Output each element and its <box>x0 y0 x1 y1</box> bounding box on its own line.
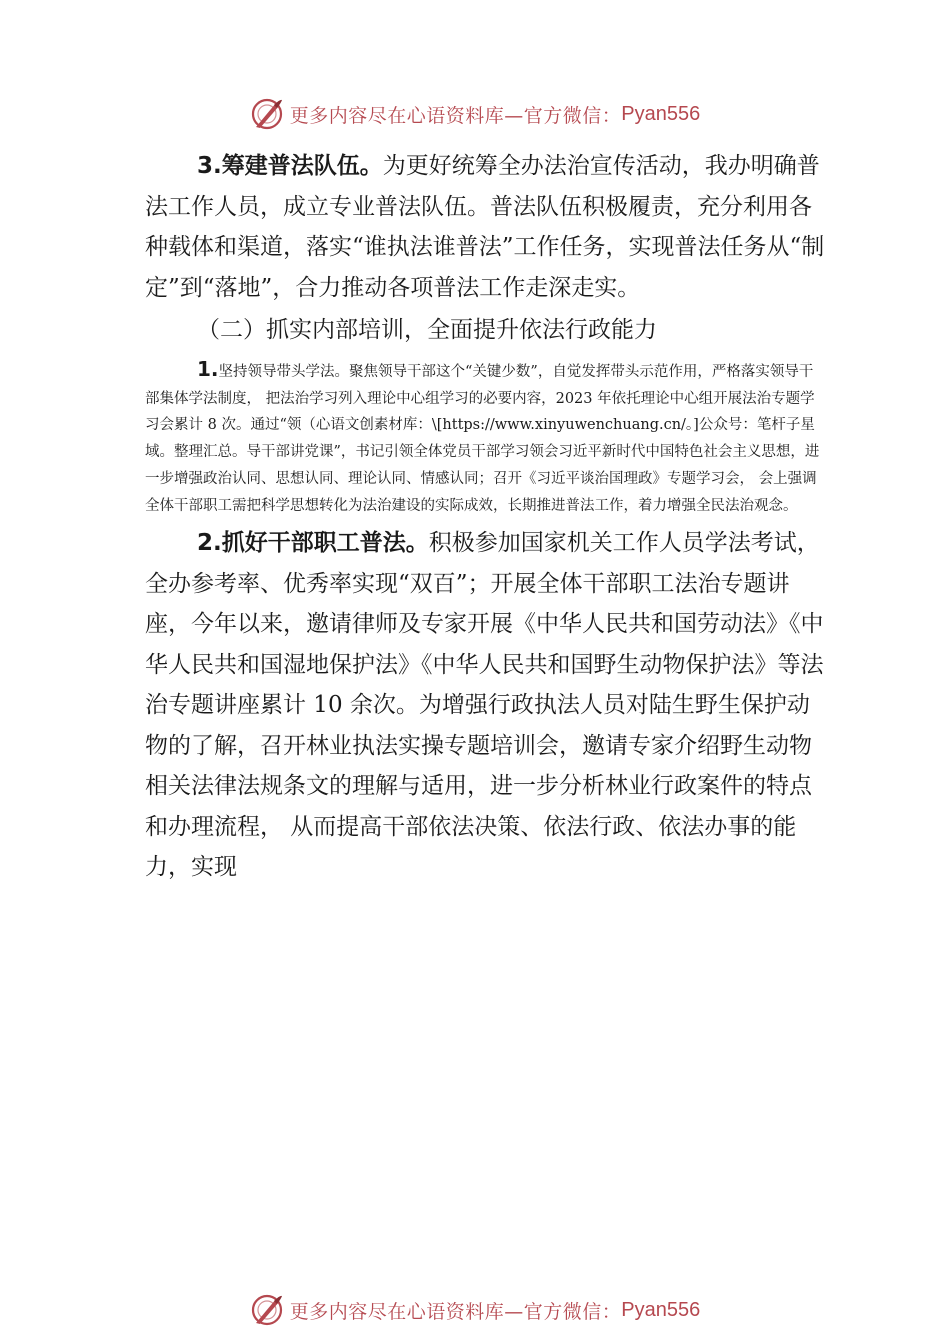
section-3-body: 为更好统筹全办法治宣传活动，我办明确普法工作人员，成立专业普法队伍。普法队伍积极履责，充分利用各种载体和渠道，落实“谁执法谁普法”工作任务，实现普法任务从“制定”到“落地”，合力推动各项普法工作走深走实。 <box>145 153 825 301</box>
item-2-body: 积极参加国家机关工作人员学法考试，全办参考率、优秀率实现“双百”；开展全体干部职工法治专题讲座，今年以来，邀请律师及专家开展《中华人民共和国劳动法》《中华人民共和国湿地保护法》《中华人民共和国野生动物保护法》等法治专题讲座累计 10 余次。为增强行政执法人员对陆生野生保护动物的了解，召开林业执法实操专题培训会，邀请专家介绍野生动物相关法律法规条文的理解与适用，进一步分析林业行政案件的特点和办理流程， 从而提高干部依法决策、依法行政、依法办事的能力，实现 <box>145 530 824 881</box>
header-watermark-banner <box>0 92 950 136</box>
banner-wechat-id: Pyan556 <box>621 102 701 125</box>
footer-watermark-banner <box>0 1288 950 1332</box>
section-3-lead: 3.筹建普法队伍。 <box>197 153 383 179</box>
item-2-lead: 2.抓好干部职工普法。 <box>197 530 429 557</box>
item-2-paragraph <box>145 523 825 888</box>
section-3-paragraph <box>145 146 825 308</box>
quill-pen-seal-icon <box>250 97 284 131</box>
subheading-2: （二）抓实内部培训，全面提升依法行政能力 <box>197 317 657 343</box>
banner-text: 更多内容尽在心语资料库—官方微信： <box>289 1300 622 1323</box>
banner-text: 更多内容尽在心语资料库—官方微信： <box>289 104 622 127</box>
item-1-lead: 1. <box>197 357 219 381</box>
banner-wechat-id: Pyan556 <box>621 1298 701 1321</box>
item-1-body: 坚持领导带头学法。聚焦领导干部这个“关键少数”，自觉发挥带头示范作用，严格落实领导干部集体学法制度， 把法治学习列入理论中心组学习的必要内容，2023 年依托理论中心组开展法治专题学习会累计 8 次。通过“领（心语文创素材库：\[https://www.xinyuwenchuang.cn/。]公众号：笔杆子星域。整理汇总。导干部讲党课”，书记引领全体党员干部学习领会习近平新时代中国特色社会主义思想，进一步增强政治认同、思想认同、理论认同、情感认同；召开《习近平谈治国理政》专题学习会， 会上强调全体干部职工需把科学思想转化为法治建设的实际成效，长期推进普法工作，着力增强全民法治观念。 <box>145 364 820 514</box>
document-body <box>145 146 825 888</box>
quill-pen-seal-icon <box>250 1293 284 1327</box>
item-1-paragraph <box>145 356 825 519</box>
